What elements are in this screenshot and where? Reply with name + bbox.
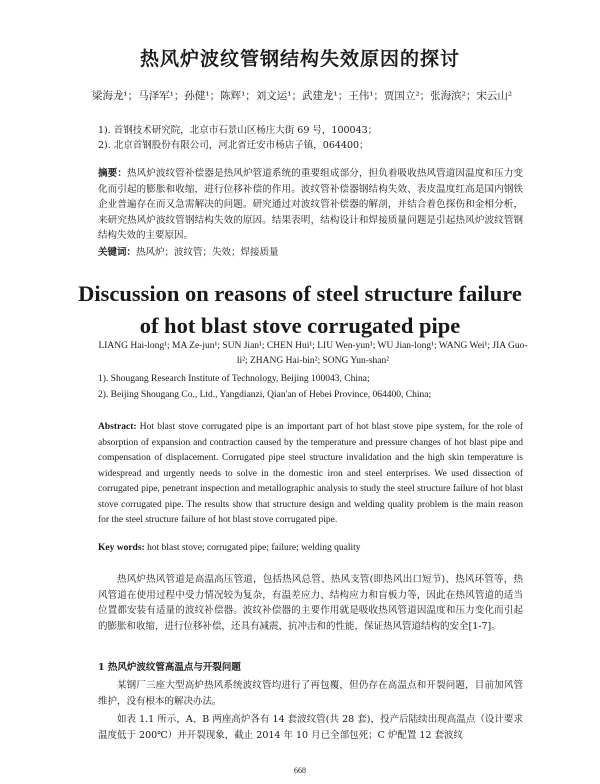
english-abstract: [98, 420, 523, 529]
english-title: [0, 278, 600, 342]
chinese-keywords-label: 关键词：: [98, 247, 137, 258]
english-affiliation-2: 2). Beijing Shougang Co., Ltd., Yangdianzi, Qian'an of Hebei Province, 064400, China;: [98, 390, 432, 400]
english-keywords-label: Key words:: [98, 543, 145, 553]
chinese-affiliation-1: 1). 首钢技术研究院，北京市石景山区杨庄大街 69 号，100043；: [98, 125, 378, 136]
chinese-affiliation-2: 2). 北京首钢股份有限公司，河北省迁安市杨店子镇，064400；: [98, 140, 369, 151]
chinese-abstract-label: 摘要：: [98, 168, 127, 179]
body-paragraph-1: 某钢厂三座大型高炉热风系统波纹管均进行了再包覆，但仍存在高温点和开裂问题，目前加风管维护，没有根本的解决办法。: [98, 680, 523, 707]
english-abstract-text: Hot blast stove corrugated pipe is an important part of hot blast stove pipe system, for the role of absorption of expansion and contraction caused by the temperature and pressure changes of hot blast pipe and compensation of displacement. Corrugated pipe steel structure invalidation and the high skin temperature is widespread and urgently needs to solve in the domestic iron and steel enterprises. We used dissection of corrugated pipe, penetrant inspection and metallographic analysis to study the steel structure failure of hot blast stove corrugated pipe. The results show that structure design and welding quality problem is the main reason for the steel structure failure of hot blast stove corrugated pipe.: [98, 422, 523, 525]
chinese-title: 热风炉波纹管钢结构失效原因的探讨: [139, 48, 460, 70]
intro-paragraph: 热风炉热风管道是高温高压管道，包括热风总管、热风支管(即热风出口短节)、热风环管等，热风管道在使用过程中受力情况较为复杂，有温差应力、结构应力和盲板力等，因此在热风管道的适当位置都安装有适量的波纹补偿器。波纹补偿器的主要作用就是吸收热风管道因温度和压力变化而引起的膨胀和收缩，进行位移补偿，还具有减震、抗冲击和的性能，保证热风管道结构的安全[1-7]。: [98, 574, 523, 632]
chinese-abstract: [98, 166, 523, 244]
english-authors: LIANG Hai-long¹; MA Ze-jun¹; SUN Jian¹; CHEN Hui¹; LIU Wen-yun¹; WU Jian-long¹; WANG Wei¹; JIA Guo-li²; ZHANG Hai-bin²; SONG Yun-shan²: [98, 341, 528, 366]
english-affiliation-1: 1). Shougang Research Institute of Technology, Beijing 100043, China;: [98, 374, 370, 384]
english-keywords-text: hot blast stove; corrugated pipe; failure; welding quality: [147, 543, 361, 553]
english-abstract-label: Abstract:: [98, 422, 137, 432]
chinese-abstract-text: 热风炉波纹管补偿器是热风炉管道系统的重要组成部分，担负着吸收热风管道因温度和压力变化而引起的膨胀和收缩，进行位移补偿的作用。波纹管补偿器钢结构失效、表皮温度红高是国内钢铁企业普遍存在而又急需解决的问题。研究通过对波纹管补偿器的解剖，并结合着色探伤和金相分析，来研究热风炉波纹管钢结构失效的原因。结果表明，结构设计和焊接质量问题是引起热风炉波纹管钢结构失效的主要原因。: [98, 168, 523, 241]
chinese-keywords-text: 热风炉；波纹管；失效；焊接质量: [136, 247, 279, 258]
section-heading: 1 热风炉波纹管高温点与开裂问题: [98, 662, 241, 673]
english-title-line-2: of hot blast stove corrugated pipe: [139, 313, 461, 338]
english-affiliations: [98, 371, 528, 403]
chinese-affiliations: [98, 123, 528, 153]
english-keywords: [98, 541, 523, 556]
body-paragraph-2: 如表 1.1 所示，A、B 两座高炉各有 14 套波纹管(共 28 套)，投产后陆续出现高温点（设计要求温度低于 200℃）并开裂现象，截止 2014 年 10 月已全部包死；C 炉配置 12 套波纹: [98, 714, 523, 741]
english-title-line-1: Discussion on reasons of steel structure failure: [78, 281, 522, 306]
page-number: 668: [294, 766, 306, 775]
chinese-authors: 梁海龙¹；马泽军¹；孙健¹；陈辉¹；刘文运¹；武建龙¹；王伟¹；贾国立²；张海滨²；宋云山²: [91, 90, 513, 102]
chinese-keywords: [98, 245, 523, 260]
